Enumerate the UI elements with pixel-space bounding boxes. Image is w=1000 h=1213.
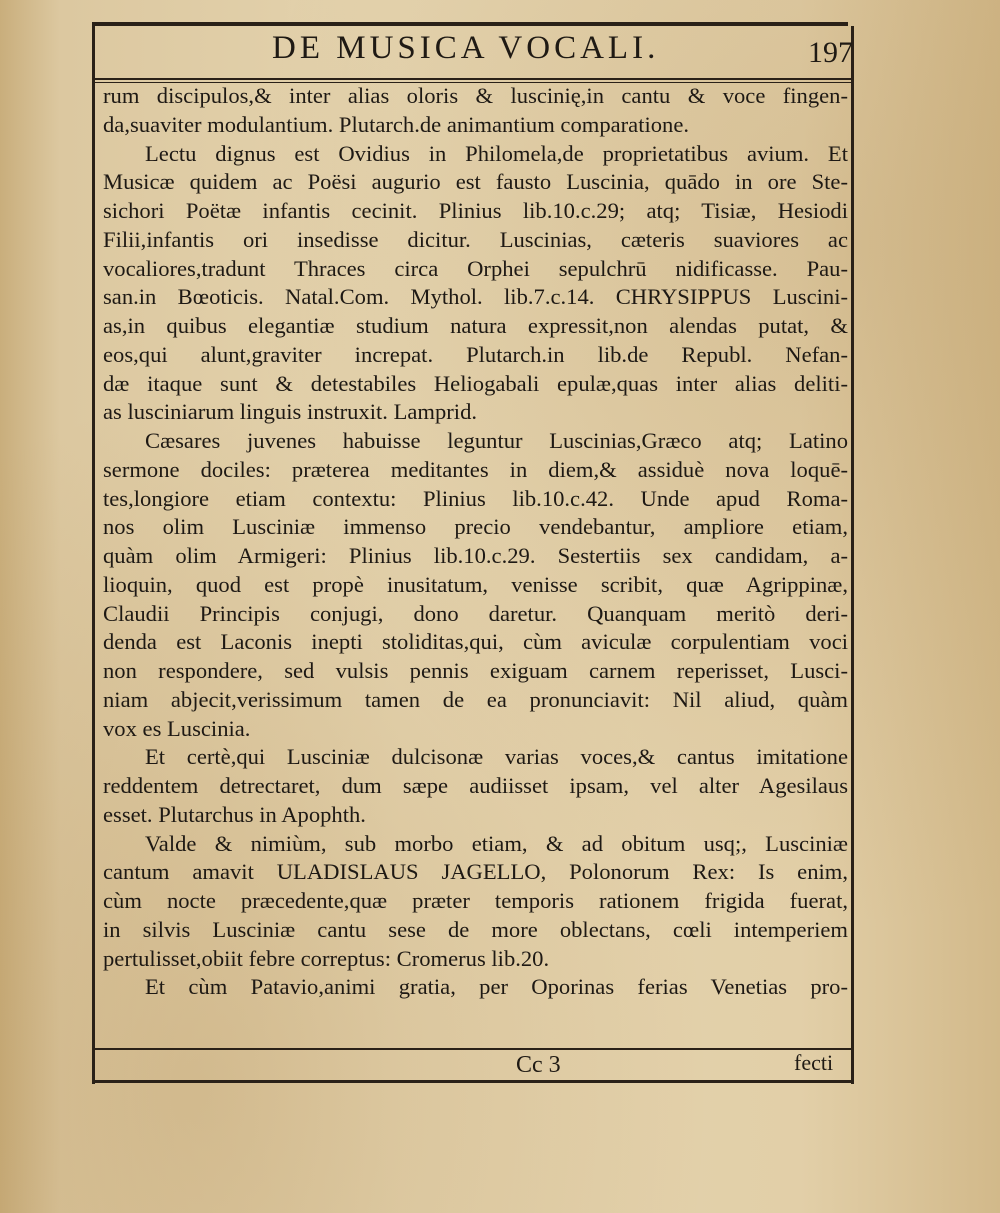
body-text (103, 82, 848, 1002)
header-rule (92, 78, 854, 80)
text-line: cùm nocte præcedente,quæ præter temporis rationem frigida fuerat, (103, 888, 848, 913)
text-line: Claudii Principis conjugi, dono daretur. Quanquam meritò deri- (103, 600, 848, 626)
text-line: eos,qui alunt,graviter increpat. Plutarch.in lib.de Republ. Nefan- (103, 341, 848, 367)
catchword: fecti (794, 1050, 834, 1075)
text-line: san.in Bœoticis. Natal.Com. Mythol. lib.7.c.14. CHRYSIPPUS Luscini- (103, 284, 848, 310)
text-line: denda est Laconis inepti stoliditas,qui, cùm aviculæ corpulentiam voci (103, 629, 848, 655)
text-line: pertulisset,obiit febre correptus: Cromerus lib.20. (103, 945, 550, 971)
text-line: Musicæ quidem ac Poësi augurio est fausto Luscinia, quādo in ore Ste- (103, 169, 848, 195)
text-line: cantum amavit ULADISLAUS JAGELLO, Polonorum Rex: Is enim, (103, 859, 848, 885)
text-line: sermone dociles: præterea meditantes in diem,& assiduè nova loquē- (103, 456, 848, 482)
text-line: non respondere, sed vulsis pennis exiguam carnem reperisset, Lusci- (103, 658, 848, 683)
running-head: DE MUSICA VOCALI. (272, 30, 660, 66)
text-line: dæ itaque sunt & detestabiles Heliogabali epulæ,quas inter alias deliti- (103, 370, 848, 396)
text-line: in silvis Lusciniæ cantu sese de more oblectans, cœli intemperiem (103, 916, 848, 942)
footer-rule-bottom (92, 1080, 854, 1083)
text-line: Et cùm Patavio,animi gratia, per Oporinas ferias Venetias pro- (145, 974, 848, 1000)
text-line: as,in quibus elegantiæ studium natura expressit,non alendas putat, & (103, 313, 848, 338)
text-line: Filii,infantis ori insedisse dicitur. Luscinias, cæteris suaviores ac (103, 226, 848, 252)
text-line: quàm olim Armigeri: Plinius lib.10.c.29. Sestertiis sex candidam, a- (103, 543, 848, 568)
text-line: reddentem detrectaret, dum sæpe audiisset ipsam, vel alter Agesilaus (103, 773, 848, 798)
text-line: esset. Plutarchus in Apophth. (103, 801, 366, 827)
text-line: Valde & nimiùm, sub morbo etiam, & ad obitum usq;, Lusciniæ (145, 830, 848, 856)
text-line: Cæsares juvenes habuisse leguntur Luscinias,Græco atq; Latino (145, 428, 848, 453)
text-line: Et certè,qui Lusciniæ dulcisonæ varias voces,& cantus imitatione (145, 744, 848, 770)
text-line: da,suaviter modulantium. Plutarch.de animantium comparatione. (103, 111, 690, 137)
text-line: lioquin, quod est propè inusitatum, venisse scribit, quæ Agrippinæ, (103, 571, 848, 597)
text-line: as lusciniarum linguis instruxit. Lamprid. (103, 399, 478, 425)
signature-mark: Cc 3 (516, 1052, 561, 1078)
page-number: 197 (808, 36, 853, 69)
text-line: vox es Luscinia. (103, 715, 251, 741)
text-line: rum discipulos,& inter alias oloris & luscinię,in cantu & voce fingen- (103, 83, 848, 108)
text-line: tes,longiore etiam contextu: Plinius lib.10.c.42. Unde apud Roma- (103, 485, 848, 511)
text-line: nos olim Lusciniæ immenso precio vendebantur, ampliore etiam, (103, 514, 848, 540)
footer-rule (92, 1048, 854, 1050)
text-line: Lectu dignus est Ovidius in Philomela,de proprietatibus avium. Et (145, 140, 848, 166)
text-line: vocaliores,tradunt Thraces circa Orphei sepulchrū nidificasse. Pau- (103, 255, 848, 281)
text-line: niam abjecit,verissimum tamen de ea pronunciavit: Nil aliud, quàm (103, 686, 848, 712)
text-line: sichori Poëtæ infantis cecinit. Plinius lib.10.c.29; atq; Tisiæ, Hesiodi (103, 198, 848, 223)
